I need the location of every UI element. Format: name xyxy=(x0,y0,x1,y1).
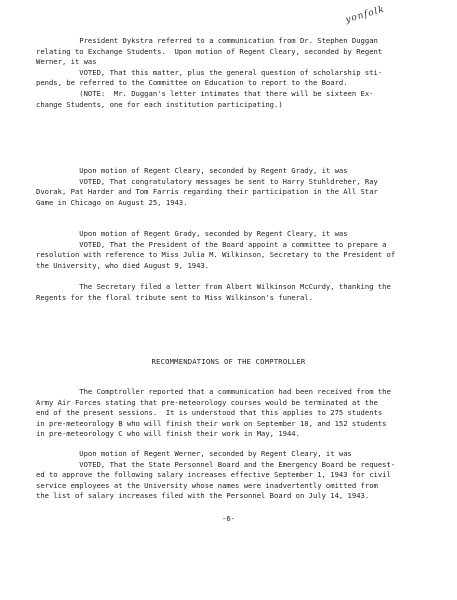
paragraph-congratulatory-messages: Upon motion of Regent Cleary, seconded by Regent Grady, it was VOTED, That congratulatory messages be sent to Harry Stuhldreher, Ray Dvorak, Pat Harder and Tom Farris regarding their participation in the All Star Game in Chicago on August 25, 1943. xyxy=(36,166,378,207)
paragraph-meteorology-courses: The Comptroller reported that a communication had been received from the Army Air Forces stating that pre-meteorology courses would be terminated at the end of the present sessions. It is understood that this applies to 275 students in pre-meteorology B who will finish their work on September 18, and 152 students in pre-meteorology C who will finish their work in May, 1944. xyxy=(36,387,391,439)
paragraph-salary-increases: Upon motion of Regent Werner, seconded by Regent Cleary, it was VOTED, That the State Personnel Board and the Emergency Board be request- ed to approve the following salary increases effective September 1, 1943 for civil service employees at the University whose names were inadvertently omitted from the list of salary increases filed with the Personnel Board on July 14, 1943. xyxy=(36,449,396,501)
paragraph-mccurdy-letter: The Secretary filed a letter from Albert Wilkinson McCurdy, thanking the Regents for the floral tribute sent to Miss Wilkinson's funeral. xyxy=(36,282,391,302)
paragraph-wilkinson-resolution: Upon motion of Regent Grady, seconded by Regent Cleary, it was VOTED, That the President of the Board appoint a committee to prepare a resolution with reference to Miss Julia M. Wilkinson, Secretary to the President of the University, who died August 9, 1943. xyxy=(36,229,396,270)
page-number: -6- xyxy=(222,514,235,523)
section-heading: RECOMMENDATIONS OF THE COMPTROLLER xyxy=(151,357,306,366)
handwritten-note: yonfolk xyxy=(344,4,386,26)
paragraph-exchange-students: President Dykstra referred to a communication from Dr. Stephen Duggan relating to Exchange Students. Upon motion of Regent Cleary, seconded by Regent Werner, it was VOTED, That this matter, plus the general question of scholarship sti- pends, be referred to the Committee on Education to report to the Board. (NOTE: Mr. Duggan's letter intimates that there will be sixteen Ex- change Students, one for each institution participating.) xyxy=(36,36,383,109)
